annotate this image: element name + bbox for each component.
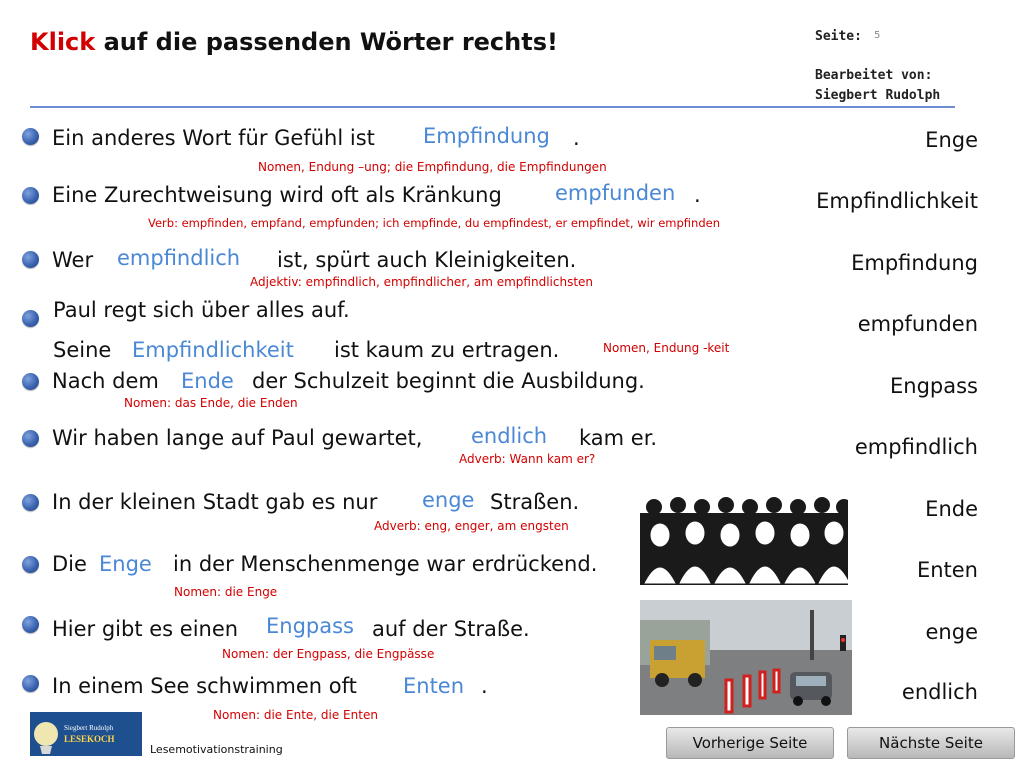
sentence-4-after: ist kaum zu ertragen. [334, 338, 560, 362]
word-option-empfunden[interactable]: empfunden [857, 312, 978, 336]
sentence-3-after: ist, spürt auch Kleinigkeiten. [277, 248, 577, 272]
bullet-icon [22, 494, 39, 511]
sentence-6-hint: Adverb: Wann kam er? [459, 452, 596, 466]
bullet-icon [22, 310, 39, 327]
sentence-1-before: Ein anderes Wort für Gefühl ist [52, 126, 375, 150]
header-divider [30, 106, 955, 108]
logo-text-author: Siegbert Rudolph [64, 724, 114, 732]
previous-page-button[interactable]: Vorherige Seite [666, 727, 834, 759]
sentence-5-after: der Schulzeit beginnt die Ausbildung. [252, 369, 645, 393]
bullet-icon [22, 187, 39, 204]
sentence-8-answer: Enge [99, 552, 152, 576]
bullet-icon [22, 373, 39, 390]
leselkoch-logo [30, 712, 142, 756]
sentence-2-hint: Verb: empfinden, empfand, empfunden; ich empfinde, du empfindest, er empfindet, wir empfinden [148, 216, 720, 230]
sentence-2-after: . [694, 183, 701, 207]
bullet-icon [22, 430, 39, 447]
sentence-4-before: Seine [53, 338, 112, 362]
sentence-1-hint: Nomen, Endung –ung; die Empfindung, die Empfindungen [258, 160, 607, 174]
word-option-enge-adj[interactable]: enge [925, 620, 978, 644]
sentence-10-answer: Enten [403, 674, 465, 698]
sentence-5-hint: Nomen: das Ende, die Enden [124, 396, 298, 410]
sentence-4-answer: Empfindlichkeit [132, 338, 294, 362]
word-option-empfindlich[interactable]: empfindlich [854, 435, 978, 459]
sentence-7-hint: Adverb: eng, enger, am engsten [374, 519, 569, 533]
word-option-engpass[interactable]: Engpass [890, 374, 978, 398]
logo-text-brand: LESEKOCH [64, 734, 115, 744]
bullet-icon [22, 251, 39, 268]
page-number: 5 [874, 30, 881, 41]
sentence-9-answer: Engpass [266, 614, 354, 638]
sentence-5-answer: Ende [181, 369, 234, 393]
sentence-10-after: . [481, 674, 488, 698]
next-page-button[interactable]: Nächste Seite [847, 727, 1015, 759]
page-title: Klick auf die passenden Wörter rechts! [30, 28, 558, 56]
sentence-7-before: In der kleinen Stadt gab es nur [52, 490, 378, 514]
author-name: Siegbert Rudolph [815, 88, 941, 103]
sentence-3-hint: Adjektiv: empfindlich, empfindlicher, am empfindlichsten [250, 275, 594, 289]
sentence-10-before: In einem See schwimmen oft [52, 674, 357, 698]
sentence-7-after: Straßen. [490, 490, 580, 514]
sentence-9-after: auf der Straße. [372, 617, 530, 641]
bullet-icon [22, 128, 39, 145]
bullet-icon [22, 556, 39, 573]
road-construction-photo [640, 600, 852, 715]
sentence-3-before: Wer [52, 248, 94, 272]
sentence-7-answer: enge [422, 488, 475, 512]
sentence-6-after: kam er. [579, 426, 658, 450]
page-label: Seite: [815, 29, 862, 44]
bullet-icon [22, 616, 39, 633]
word-option-endlich[interactable]: endlich [901, 680, 978, 704]
sentence-6-before: Wir haben lange auf Paul gewartet, [52, 426, 423, 450]
sentence-8-before: Die [52, 552, 87, 576]
crowd-illustration [640, 495, 848, 585]
sentence-8-after: in der Menschenmenge war erdrückend. [173, 552, 598, 576]
sentence-1-answer: Empfindung [423, 124, 550, 148]
sentence-9-hint: Nomen: der Engpass, die Engpässe [222, 647, 435, 661]
bullet-icon [22, 675, 39, 692]
sentence-4-line1: Paul regt sich über alles auf. [53, 298, 350, 322]
sentence-1-after: . [573, 126, 580, 150]
sentence-5-before: Nach dem [52, 369, 159, 393]
sentence-4-hint: Nomen, Endung -keit [603, 341, 730, 355]
word-option-empfindlichkeit[interactable]: Empfindlichkeit [816, 189, 978, 213]
word-option-empfindung[interactable]: Empfindung [851, 251, 978, 275]
word-option-enge-noun[interactable]: Enge [925, 128, 978, 152]
footer-label: Lesemotivationstraining [150, 743, 283, 756]
word-option-ende[interactable]: Ende [925, 497, 978, 521]
sentence-10-hint: Nomen: die Ente, die Enten [213, 708, 378, 722]
sentence-6-answer: endlich [471, 424, 548, 448]
sentence-3-answer: empfindlich [117, 246, 241, 270]
sentence-8-hint: Nomen: die Enge [174, 585, 278, 599]
sentence-2-before: Eine Zurechtweisung wird oft als Kränkung [52, 183, 502, 207]
word-option-enten[interactable]: Enten [916, 558, 978, 582]
edited-by-label: Bearbeitet von: [815, 68, 933, 83]
sentence-9-before: Hier gibt es einen [52, 617, 239, 641]
sentence-2-answer: empfunden [555, 181, 676, 205]
